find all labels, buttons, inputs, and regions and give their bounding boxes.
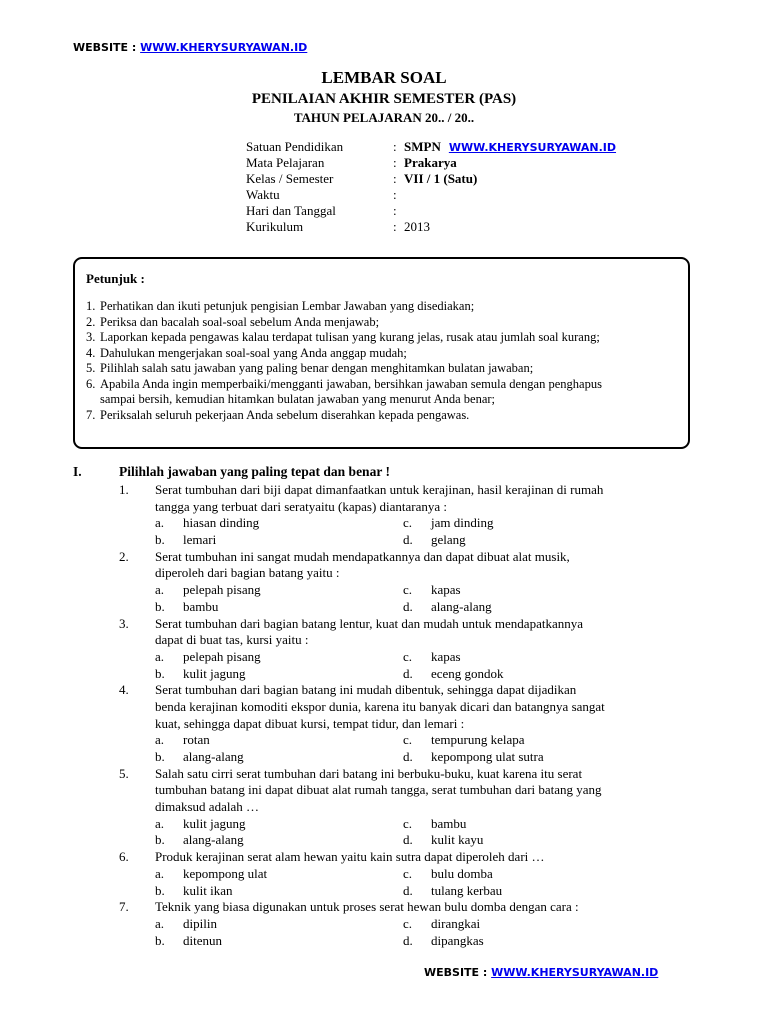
question-number: 5. bbox=[119, 765, 129, 781]
option-text: alang-alang bbox=[183, 832, 244, 848]
instruction-number: 3. bbox=[86, 330, 96, 344]
info-label: Satuan Pendidikan bbox=[246, 139, 344, 154]
question-text: Produk kerajinan serat alam hewan yaitu kain sutra dapat diperoleh dari … bbox=[155, 849, 545, 865]
info-row-time: Waktu : bbox=[246, 187, 397, 202]
option-letter: d. bbox=[403, 665, 413, 681]
instruction-number: 4. bbox=[86, 345, 96, 360]
info-label: Kelas / Semester bbox=[246, 171, 334, 186]
question-item bbox=[119, 899, 719, 949]
option-letter: c. bbox=[403, 815, 413, 831]
info-value: SMPN WWW.KHERYSURYAWAN.ID bbox=[404, 139, 617, 154]
instruction-number: 6. bbox=[86, 376, 96, 391]
website-label: WEBSITE : bbox=[73, 41, 141, 54]
info-value: VII / 1 (Satu) bbox=[404, 171, 478, 186]
instructions-box bbox=[73, 257, 690, 449]
question-item bbox=[119, 682, 719, 765]
info-row-class: Kelas / Semester : VII / 1 (Satu) bbox=[246, 171, 478, 186]
option-letter: c. bbox=[403, 648, 413, 664]
option-text: dirangkai bbox=[431, 915, 481, 931]
instruction-item bbox=[86, 361, 602, 377]
instruction-text: Periksa dan bacalah soal-soal sebelum Anda menjawab; bbox=[100, 314, 380, 329]
option-text: bambu bbox=[431, 815, 467, 831]
option-text: kapas bbox=[431, 648, 461, 664]
option-text: gelang bbox=[431, 532, 466, 548]
option-text: hiasan dinding bbox=[183, 515, 260, 531]
question-text: dapat di buat tas, kursi yaitu : bbox=[155, 632, 309, 648]
option-letter: c. bbox=[403, 515, 413, 531]
option-letter: b. bbox=[155, 532, 165, 548]
option-text: tulang kerbau bbox=[431, 882, 503, 898]
option-letter: c. bbox=[403, 582, 413, 598]
option-text: kepompong ulat bbox=[183, 865, 268, 881]
option-letter: a. bbox=[155, 582, 165, 598]
question-number: 6. bbox=[119, 849, 129, 865]
instruction-number: 2. bbox=[86, 314, 96, 329]
info-value: 2013 bbox=[404, 219, 430, 234]
option-text: kulit jagung bbox=[183, 665, 246, 681]
question-text: kuat, sehingga dapat dibuat kursi, tempat tidur, dan lemari : bbox=[155, 715, 465, 731]
option-text: kulit jagung bbox=[183, 815, 246, 831]
question-text: Serat tumbuhan dari bagian batang lentur, kuat dan mudah untuk mendapatkannya bbox=[155, 615, 583, 631]
option-text: jam dinding bbox=[431, 515, 494, 531]
instruction-text: Pilihlah salah satu jawaban yang paling benar dengan menghitamkan bulatan jawaban; bbox=[100, 361, 534, 375]
info-label: Mata Pelajaran bbox=[246, 155, 325, 170]
option-text: dipangkas bbox=[431, 932, 484, 948]
academic-year: TAHUN PELAJARAN 20.. / 20.. bbox=[293, 110, 475, 125]
question-text: tumbuhan batang ini dapat dibuat alat rumah tangga, serat tumbuhan dari batang yang bbox=[155, 782, 602, 798]
question-item bbox=[119, 616, 719, 683]
option-letter: d. bbox=[403, 749, 413, 764]
option-letter: b. bbox=[155, 832, 165, 848]
option-letter: d. bbox=[403, 532, 413, 548]
question-item bbox=[119, 849, 719, 899]
option-text: pelepah pisang bbox=[183, 582, 261, 598]
instruction-item bbox=[86, 408, 602, 424]
instructions-title: Petunjuk : bbox=[86, 271, 145, 286]
option-letter: a. bbox=[155, 865, 165, 881]
instructions-list bbox=[86, 299, 602, 423]
info-row-date: Hari dan Tanggal : bbox=[246, 203, 397, 218]
option-text: bambu bbox=[183, 598, 219, 614]
option-text: kulit kayu bbox=[431, 832, 484, 848]
option-letter: b. bbox=[155, 932, 165, 948]
instruction-number: 5. bbox=[86, 361, 96, 375]
info-label: Waktu bbox=[246, 187, 280, 202]
instruction-text: Periksalah seluruh pekerjaan Anda sebelum diserahkan kepada pengawas. bbox=[100, 407, 470, 422]
instruction-number: 1. bbox=[86, 299, 96, 313]
school-website-link[interactable]: WWW.KHERYSURYAWAN.ID bbox=[448, 141, 617, 154]
option-letter: d. bbox=[403, 882, 413, 898]
option-letter: a. bbox=[155, 815, 165, 831]
info-row-subject: Mata Pelajaran : Prakarya bbox=[246, 155, 457, 170]
option-text: dipilin bbox=[183, 915, 217, 931]
question-text: Serat tumbuhan dari biji dapat dimanfaatkan untuk kerajinan, hasil kerajinan di rumah bbox=[155, 482, 604, 497]
instruction-item bbox=[86, 315, 602, 331]
instruction-text: Dahulukan mengerjakan soal-soal yang Anda anggap mudah; bbox=[100, 345, 407, 360]
question-text: Serat tumbuhan ini sangat mudah mendapatkannya dan dapat dibuat alat musik, bbox=[155, 548, 570, 564]
website-footer bbox=[424, 966, 658, 979]
option-text: rotan bbox=[183, 732, 210, 748]
website-link[interactable]: WWW.KHERYSURYAWAN.ID bbox=[491, 966, 659, 979]
question-text: tangga yang terbuat dari seratyaitu (kapas) diantaranya : bbox=[155, 498, 448, 514]
option-letter: d. bbox=[403, 932, 413, 948]
option-letter: c. bbox=[403, 865, 413, 881]
option-letter: d. bbox=[403, 832, 413, 848]
option-text: alang-alang bbox=[431, 598, 492, 614]
option-letter: a. bbox=[155, 648, 165, 664]
question-number: 3. bbox=[119, 615, 129, 631]
identity-table bbox=[246, 139, 616, 235]
question-text: Serat tumbuhan dari bagian batang ini mudah dibentuk, sehingga dapat dijadikan bbox=[155, 682, 577, 698]
question-item bbox=[119, 482, 719, 549]
instruction-number: 7. bbox=[86, 407, 96, 422]
option-letter: a. bbox=[155, 915, 165, 931]
instruction-number bbox=[86, 392, 100, 408]
option-text: kepompong ulat sutra bbox=[431, 749, 544, 764]
instruction-item bbox=[86, 392, 602, 408]
question-number: 7. bbox=[119, 899, 129, 915]
question-text: dimaksud adalah … bbox=[155, 799, 259, 815]
question-text: diperoleh dari bagian batang yaitu : bbox=[155, 565, 340, 581]
option-text: kapas bbox=[431, 582, 461, 598]
info-row-school: Satuan Pendidikan : SMPN WWW.KHERYSURYAWAN.ID bbox=[246, 139, 617, 154]
option-letter: d. bbox=[403, 598, 413, 614]
section-number: I. bbox=[73, 464, 82, 479]
option-letter: a. bbox=[155, 515, 165, 531]
info-value: Prakarya bbox=[404, 155, 457, 170]
question-item bbox=[119, 766, 719, 849]
question-number: 1. bbox=[119, 482, 129, 497]
option-letter: c. bbox=[403, 732, 413, 748]
question-number: 2. bbox=[119, 548, 129, 564]
instruction-text: Perhatikan dan ikuti petunjuk pengisian Lembar Jawaban yang disediakan; bbox=[100, 299, 475, 313]
document-title: LEMBAR SOAL bbox=[321, 68, 447, 87]
instruction-text: Laporkan kepada pengawas kalau terdapat tulisan yang kurang jelas, rusak atau jumlah soal kurang; bbox=[100, 330, 600, 344]
question-list bbox=[119, 482, 719, 949]
option-letter: b. bbox=[155, 598, 165, 614]
question-item bbox=[119, 549, 719, 616]
option-letter: c. bbox=[403, 915, 413, 931]
website-header bbox=[73, 41, 307, 54]
option-letter: b. bbox=[155, 665, 165, 681]
instruction-item bbox=[86, 377, 602, 393]
section-title: Pilihlah jawaban yang paling tepat dan benar ! bbox=[119, 464, 390, 479]
instruction-item bbox=[86, 299, 602, 315]
option-letter: b. bbox=[155, 749, 165, 764]
option-text: bulu domba bbox=[431, 865, 493, 881]
option-letter: b. bbox=[155, 882, 165, 898]
question-text: Salah satu cirri serat tumbuhan dari batang ini berbuku-buku, kuat karena itu serat bbox=[155, 765, 583, 781]
question-number: 4. bbox=[119, 682, 129, 698]
option-text: ditenun bbox=[183, 932, 222, 948]
option-text: pelepah pisang bbox=[183, 648, 261, 664]
instruction-text: sampai bersih, kemudian hitamkan bulatan jawaban yang menurut Anda benar; bbox=[100, 392, 496, 406]
option-text: lemari bbox=[183, 532, 217, 548]
option-text: tempurung kelapa bbox=[431, 732, 525, 748]
info-label: Kurikulum bbox=[246, 219, 304, 234]
instruction-item bbox=[86, 346, 602, 362]
instruction-item bbox=[86, 330, 602, 346]
website-link[interactable]: WWW.KHERYSURYAWAN.ID bbox=[140, 41, 308, 54]
option-letter: a. bbox=[155, 732, 165, 748]
option-text: kulit ikan bbox=[183, 882, 233, 898]
info-label: Hari dan Tanggal bbox=[246, 203, 336, 218]
option-text: eceng gondok bbox=[431, 665, 504, 681]
question-text: benda kerajinan komoditi ekspor dunia, karena itu banyak dicari dan batangnya sangat bbox=[155, 698, 605, 714]
info-row-curriculum: Kurikulum : 2013 bbox=[246, 219, 430, 234]
instruction-text: Apabila Anda ingin memperbaiki/mengganti jawaban, bersihkan jawaban semula dengan penghapus bbox=[100, 376, 602, 391]
website-label: WEBSITE : bbox=[424, 966, 492, 979]
option-text: alang-alang bbox=[183, 749, 244, 764]
question-text: Teknik yang biasa digunakan untuk proses serat hewan bulu domba dengan cara : bbox=[155, 899, 579, 915]
document-subtitle: PENILAIAN AKHIR SEMESTER (PAS) bbox=[251, 91, 517, 107]
